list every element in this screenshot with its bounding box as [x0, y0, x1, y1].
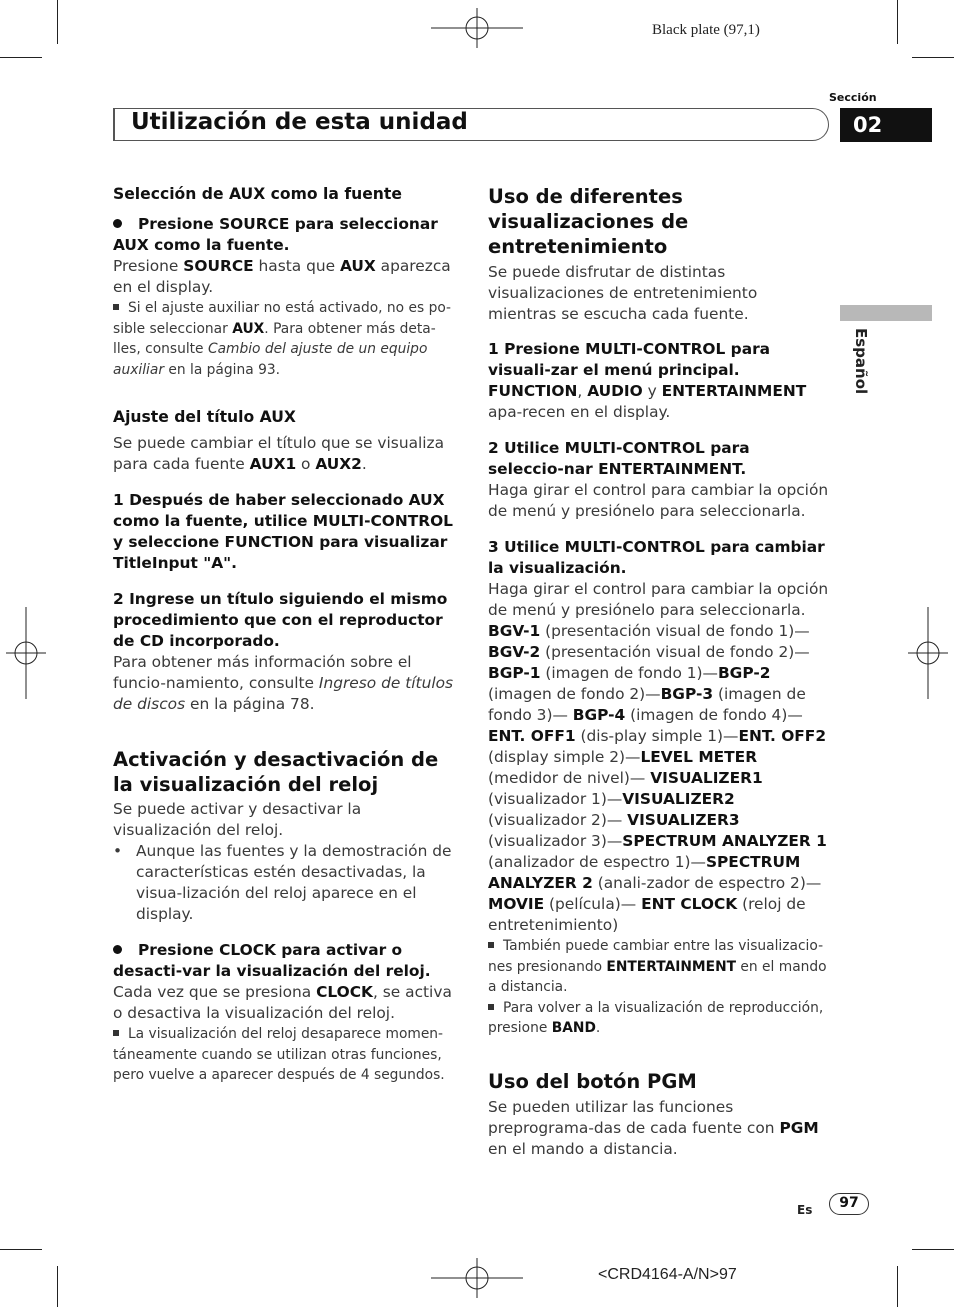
page-number: 97 — [829, 1193, 869, 1215]
paragraph: Cada vez que se presiona CLOCK, se activa o desactiva la visualización del reloj. — [113, 983, 452, 1022]
crop-mark — [0, 57, 42, 58]
crop-mark — [912, 57, 954, 58]
bullet-dot-icon — [113, 219, 122, 228]
display-item: LEVEL METER (medidor de nivel)— — [488, 748, 758, 787]
section-label: Sección — [829, 91, 877, 104]
note: Si el ajuste auxiliar no está activado, no es po-sible seleccionar AUX. Para obtener más deta-lles, consulte Cambio del ajuste de un equipo auxiliar en la página 93. — [113, 300, 452, 378]
display-item: MOVIE (película)— — [488, 895, 637, 913]
paragraph: Se puede activar y desactivar la visualización del reloj. — [113, 800, 362, 839]
heading-pgm: Uso del botón PGM — [488, 1069, 697, 1093]
display-item: VISUALIZER3 (visualizador 3)— — [488, 811, 740, 850]
heading-clock: Activación y desactivación de la visualización del reloj — [113, 748, 439, 796]
display-item: VISUALIZER1 (visualizador 1)— — [488, 769, 763, 808]
note-square-icon — [113, 1030, 119, 1036]
crop-mark — [897, 0, 898, 44]
registration-mark-bottom — [431, 1258, 523, 1298]
display-item: SPECTRUM ANALYZER 1 (analizador de espectro 1)— — [488, 832, 827, 871]
display-item: ENT. OFF2 (display simple 2)— — [488, 727, 827, 766]
page-language: Es — [797, 1203, 813, 1217]
display-list — [488, 621, 830, 936]
right-column — [488, 184, 830, 1160]
step-2: 2 Utilice MULTI-CONTROL para seleccio-nar ENTERTAINMENT. — [488, 439, 750, 478]
document-code: <CRD4164-A/N>97 — [598, 1266, 737, 1283]
step-2: 2 Ingrese un título siguiendo el mismo procedimiento que con el reproductor de CD incorporado. — [113, 590, 448, 650]
list-dot: • — [113, 842, 123, 860]
note-square-icon — [488, 942, 494, 948]
title-frame-left-edge — [113, 108, 115, 141]
paragraph: FUNCTION, AUDIO y ENTERTAINMENT apa-recen en el display. — [488, 382, 807, 421]
step-1: 1 Después de haber seleccionado AUX como la fuente, utilice MULTI-CONTROL y seleccione FUNCTION para visualizar TitleInput "A". — [113, 491, 453, 572]
note: También puede cambiar entre las visualizacio-nes presionando ENTERTAINMENT en el mando a distancia. — [488, 938, 827, 995]
paragraph: Presione SOURCE hasta que AUX aparezca en el display. — [113, 257, 451, 296]
bullet-step — [113, 940, 458, 982]
display-item: SPECTRUM ANALYZER 2 (anali-zador de espectro 2)— — [488, 853, 822, 892]
language-label: Español — [852, 328, 870, 395]
registration-mark-top — [431, 8, 523, 48]
paragraph: Haga girar el control para cambiar la opción de menú y presiónelo para seleccionarla. — [488, 481, 829, 520]
paragraph: Haga girar el control para cambiar la opción de menú y presiónelo para seleccionarla. — [488, 580, 829, 619]
language-tab — [840, 305, 932, 321]
display-item: BGP-3 (imagen de fondo 3)— — [488, 685, 806, 724]
display-item: BGV-2 (presentación visual de fondo 2)— — [488, 643, 810, 661]
plate-label: Black plate (97,1) — [652, 22, 760, 38]
crop-mark — [912, 1249, 954, 1250]
note: Para volver a la visualización de reproducción, presione BAND. — [488, 999, 824, 1036]
section-number: 02 — [840, 108, 932, 142]
page-title: Utilización de esta unidad — [131, 109, 468, 135]
step-3: 3 Utilice MULTI-CONTROL para cambiar la visualización. — [488, 538, 825, 577]
paragraph: Se puede cambiar el título que se visualiza para cada fuente AUX1 o AUX2. — [113, 434, 445, 473]
crop-mark — [897, 1266, 898, 1307]
display-item: BGP-2 (imagen de fondo 2)— — [488, 664, 771, 703]
step-1: 1 Presione MULTI-CONTROL para visuali-zar el menú principal. — [488, 340, 771, 379]
display-item: BGP-4 (imagen de fondo 4)— — [572, 706, 803, 724]
registration-mark-right — [908, 607, 948, 699]
crop-mark — [57, 1266, 58, 1307]
display-item: VISUALIZER2 (visualizador 2)— — [488, 790, 735, 829]
bullet-dot-icon — [113, 945, 122, 954]
display-item: BGP-1 (imagen de fondo 1)— — [488, 664, 718, 682]
bullet-text: Presione SOURCE para seleccionar AUX como la fuente. — [113, 215, 438, 254]
bullet-text: Presione CLOCK para activar o desacti-var la visualización del reloj. — [113, 941, 431, 980]
heading-aux-title: Ajuste del título AUX — [113, 408, 296, 426]
left-column — [113, 184, 458, 1086]
bullet-step — [113, 214, 458, 256]
heading-aux-source: Selección de AUX como la fuente — [113, 185, 402, 203]
note-square-icon — [488, 1004, 494, 1010]
registration-mark-left — [6, 607, 46, 699]
note: La visualización del reloj desaparece momen-táneamente cuando se utilizan otras funciones, pero vuelve a aparecer después de 4 segundos. — [113, 1026, 445, 1083]
display-item: BGV-1 (presentación visual de fondo 1)— — [488, 622, 810, 640]
paragraph: Se puede disfrutar de distintas visualizaciones de entretenimiento mientras se escucha cada fuente. — [488, 263, 758, 323]
paragraph: Para obtener más información sobre el funcio-namiento, consulte Ingreso de títulos de discos en la página 78. — [113, 653, 454, 713]
crop-mark — [0, 1249, 42, 1250]
paragraph: Se pueden utilizar las funciones preprograma-das de cada fuente con PGM en el mando a distancia. — [488, 1097, 819, 1158]
crop-mark — [57, 0, 58, 44]
heading-entertainment: Uso de diferentes visualizaciones de entretenimiento — [488, 185, 689, 258]
display-item: ENT CLOCK (reloj de entretenimiento) — [488, 895, 806, 934]
display-item: ENT. OFF1 (dis-play simple 1)— — [488, 727, 739, 745]
list-item: • Aunque las fuentes y la demostración de características estén desactivadas, la visua-lización del reloj aparece en el display. — [113, 842, 452, 923]
note-square-icon — [113, 304, 119, 310]
